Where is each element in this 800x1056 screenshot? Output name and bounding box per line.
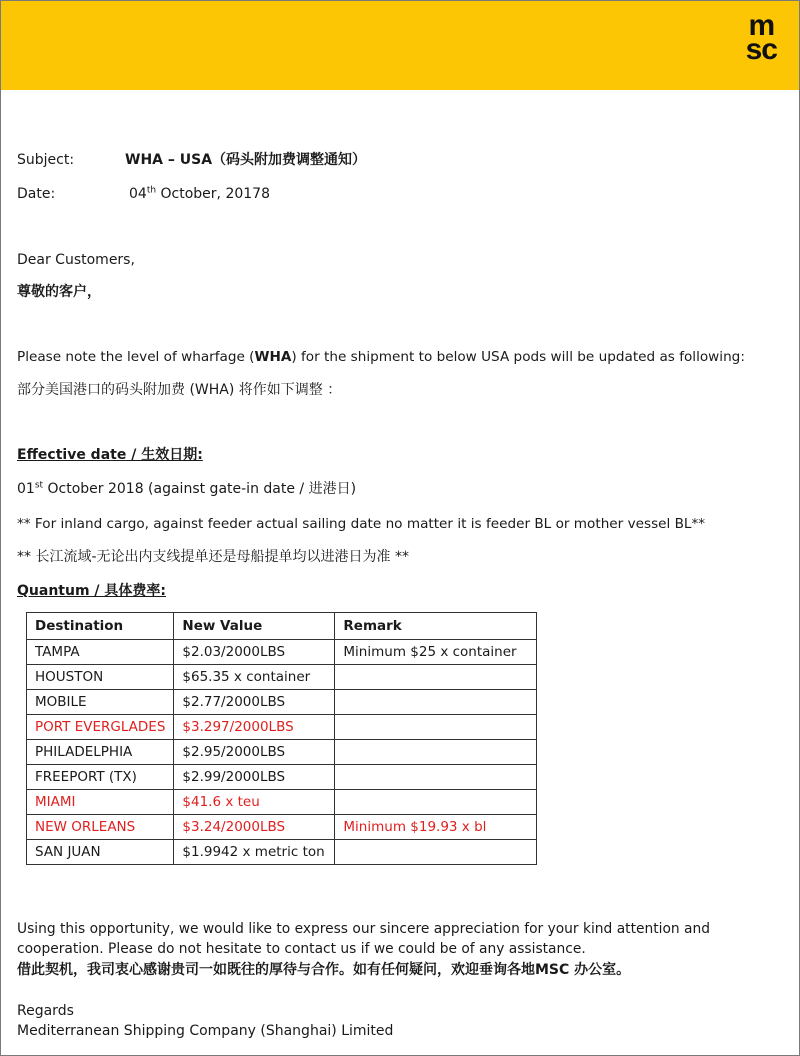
msc-logo: m sc bbox=[745, 9, 777, 66]
cell-remark: Minimum $25 x container bbox=[335, 640, 537, 665]
signature: Mediterranean Shipping Company (Shanghai) Limited bbox=[17, 1023, 394, 1039]
header-remark: Remark bbox=[335, 613, 537, 640]
cell-remark bbox=[335, 765, 537, 790]
cell-destination: FREEPORT (TX) bbox=[27, 765, 174, 790]
closing-en-line1: Using this opportunity, we would like to express our sincere appreciation for your kind attention and bbox=[17, 921, 710, 937]
cell-new-value: $2.99/2000LBS bbox=[174, 765, 335, 790]
cell-destination: HOUSTON bbox=[27, 665, 174, 690]
intro-en: Please note the level of wharfage (WHA) for the shipment to below USA pods will be updated as following: bbox=[17, 349, 745, 365]
cell-new-value: $65.35 x container bbox=[174, 665, 335, 690]
effective-date-value: 01st October 2018 (against gate-in date / 进港日) bbox=[17, 480, 357, 497]
cell-destination: NEW ORLEANS bbox=[27, 815, 174, 840]
cell-remark bbox=[335, 690, 537, 715]
cell-remark: Minimum $19.93 x bl bbox=[335, 815, 537, 840]
table-row bbox=[27, 715, 537, 740]
cell-destination: MIAMI bbox=[27, 790, 174, 815]
date-value: 04th October, 20178 bbox=[129, 185, 270, 202]
cell-remark bbox=[335, 790, 537, 815]
effective-date-heading: Effective date / 生效日期: bbox=[17, 447, 203, 463]
regards: Regards bbox=[17, 1003, 74, 1019]
rates-table bbox=[26, 612, 537, 865]
cell-new-value: $2.03/2000LBS bbox=[174, 640, 335, 665]
cell-destination: TAMPA bbox=[27, 640, 174, 665]
subject-value: WHA – USA（码头附加费调整通知） bbox=[125, 152, 367, 168]
date-label: Date: bbox=[17, 186, 56, 202]
table-row bbox=[27, 690, 537, 715]
cell-destination: MOBILE bbox=[27, 690, 174, 715]
table-row bbox=[27, 765, 537, 790]
greeting-en: Dear Customers, bbox=[17, 252, 135, 268]
header-new-value: New Value bbox=[174, 613, 335, 640]
closing-cn: 借此契机，我司衷心感谢贵司一如既往的厚待与合作。如有任何疑问，欢迎垂询各地MSC 办公室。 bbox=[17, 962, 631, 978]
cell-remark bbox=[335, 715, 537, 740]
table-row bbox=[27, 815, 537, 840]
cell-new-value: $41.6 x teu bbox=[174, 790, 335, 815]
cell-new-value: $2.95/2000LBS bbox=[174, 740, 335, 765]
cell-remark bbox=[335, 740, 537, 765]
inland-note-en: ** For inland cargo, against feeder actual sailing date no matter it is feeder BL or mother vessel BL** bbox=[17, 516, 706, 532]
table-row bbox=[27, 640, 537, 665]
cell-new-value: $2.77/2000LBS bbox=[174, 690, 335, 715]
cell-destination: SAN JUAN bbox=[27, 840, 174, 865]
table-row bbox=[27, 665, 537, 690]
table-row bbox=[27, 840, 537, 865]
header-banner bbox=[1, 1, 799, 90]
cell-new-value: $3.24/2000LBS bbox=[174, 815, 335, 840]
inland-note-cn: ** 长江流域-无论出内支线提单还是母船提单均以进港日为准 ** bbox=[17, 549, 409, 565]
cell-new-value: $3.297/2000LBS bbox=[174, 715, 335, 740]
subject-label: Subject: bbox=[17, 152, 75, 168]
quantum-heading: Quantum / 具体费率: bbox=[17, 583, 166, 599]
header-destination: Destination bbox=[27, 613, 174, 640]
cell-remark bbox=[335, 840, 537, 865]
table-row bbox=[27, 740, 537, 765]
intro-cn: 部分美国港口的码头附加费 (WHA) 将作如下调整 ： bbox=[17, 382, 342, 398]
greeting-cn: 尊敬的客户， bbox=[17, 284, 101, 300]
cell-destination: PORT EVERGLADES bbox=[27, 715, 174, 740]
table-header-row bbox=[27, 613, 537, 640]
cell-new-value: $1.9942 x metric ton bbox=[174, 840, 335, 865]
table-row bbox=[27, 790, 537, 815]
cell-remark bbox=[335, 665, 537, 690]
closing-en-line2: cooperation. Please do not hesitate to contact us if we could be of any assistance. bbox=[17, 941, 586, 957]
cell-destination: PHILADELPHIA bbox=[27, 740, 174, 765]
